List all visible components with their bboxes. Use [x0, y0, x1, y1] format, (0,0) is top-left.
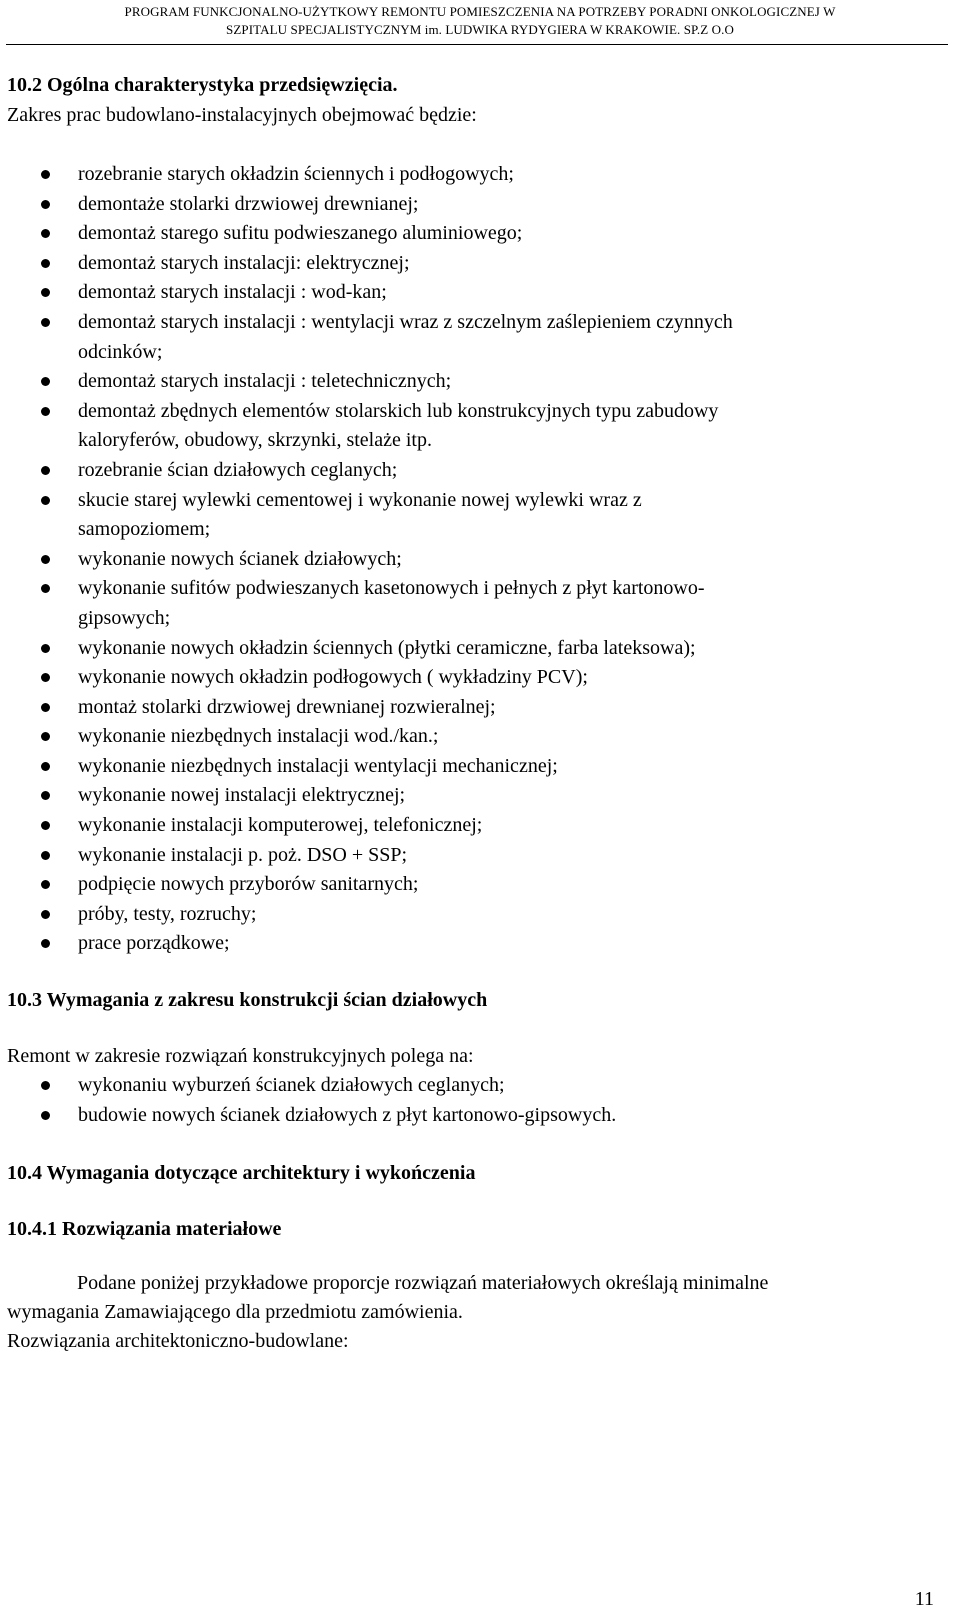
- list-item: [0, 456, 940, 486]
- list-item: [0, 722, 940, 752]
- list-item-text: wykonaniu wyburzeń ścianek działowych ceglanych;: [78, 1074, 505, 1096]
- list-item: [0, 929, 940, 959]
- bullet-icon: [41, 496, 50, 505]
- section-heading-10-2: 10.2 Ogólna charakterystyka przedsięwzięcia.: [7, 74, 398, 96]
- bullet-icon: [41, 644, 50, 653]
- list-item-text: montaż stolarki drzwiowej drewnianej rozwieralnej;: [78, 695, 496, 718]
- bullet-icon: [41, 407, 50, 416]
- paragraph-line-1: Podane poniżej przykładowe proporcje rozwiązań materiałowych określają minimalne: [77, 1272, 769, 1294]
- list-item-text: wykonanie nowych ścianek działowych;: [78, 547, 402, 570]
- list-item: [0, 249, 940, 279]
- bullet-icon: [41, 732, 50, 741]
- list-item: [0, 841, 940, 871]
- list-item-text: wykonanie niezbędnych instalacji wod./kan.;: [78, 725, 439, 748]
- bullet-icon: [41, 229, 50, 238]
- list-item-text: demontaże stolarki drzwiowej drewnianej;: [78, 192, 419, 215]
- bullet-icon: [41, 288, 50, 297]
- list-item-text: wykonanie nowych okładzin podłogowych ( wykładziny PCV);: [78, 666, 588, 689]
- list-item-text: wykonanie nowych okładzin ściennych (płytki ceramiczne, farba lateksowa);: [78, 636, 696, 659]
- bullet-icon: [41, 703, 50, 712]
- header-divider: [6, 44, 948, 45]
- list-item: [0, 367, 940, 397]
- list-item-text-continued: odcinków;: [78, 340, 163, 363]
- list-item-text: demontaż starych instalacji : wentylacji wraz z szczelnym zaślepieniem czynnych: [78, 310, 733, 333]
- list-item: [0, 811, 940, 841]
- bullet-icon: [41, 791, 50, 800]
- list-item-text: rozebranie starych okładzin ściennych i podłogowych;: [78, 163, 514, 185]
- list-item: [0, 900, 940, 930]
- bullet-icon: [41, 880, 50, 889]
- list-item: [0, 781, 940, 811]
- list-item: [0, 308, 940, 367]
- list-item-text: wykonanie instalacji komputerowej, telefonicznej;: [78, 814, 483, 837]
- list-item: [0, 752, 940, 782]
- list-item-text: demontaż zbędnych elementów stolarskich lub konstrukcyjnych typu zabudowy: [78, 399, 719, 422]
- list-item: [0, 160, 940, 190]
- list-item: [0, 693, 940, 723]
- bullet-icon: [41, 851, 50, 860]
- list-item-text: wykonanie niezbędnych instalacji wentylacji mechanicznej;: [78, 754, 558, 777]
- list-item-text: wykonanie instalacji p. poż. DSO + SSP;: [78, 843, 408, 866]
- list-item: [0, 486, 940, 545]
- bullet-icon: [41, 1111, 50, 1120]
- list-item-text: demontaż starego sufitu podwieszanego aluminiowego;: [78, 222, 523, 245]
- list-item: [0, 1071, 940, 1101]
- bullet-icon: [41, 584, 50, 593]
- list-item: [0, 1101, 940, 1131]
- bullet-icon: [41, 466, 50, 475]
- list-item-text: prace porządkowe;: [78, 932, 230, 955]
- paragraph-line-2: wymagania Zamawiającego dla przedmiotu zamówienia.: [7, 1301, 463, 1323]
- bullet-icon: [41, 200, 50, 209]
- bullet-icon: [41, 762, 50, 771]
- list-item-text-continued: samopoziomem;: [78, 518, 211, 541]
- list-item: [0, 634, 940, 664]
- bullet-icon: [41, 673, 50, 682]
- section-intro-10-2: Zakres prac budowlano-instalacyjnych obejmować będzie:: [7, 104, 477, 126]
- list-item: [0, 545, 940, 575]
- section-intro-10-3: Remont w zakresie rozwiązań konstrukcyjnych polega na:: [7, 1045, 474, 1067]
- list-item-text: próby, testy, rozruchy;: [78, 902, 257, 925]
- paragraph-line-3: Rozwiązania architektoniczno-budowlane:: [7, 1330, 349, 1352]
- list-item-text: rozebranie ścian działowych ceglanych;: [78, 458, 398, 481]
- scope-of-work-list: [0, 160, 940, 959]
- bullet-icon: [41, 939, 50, 948]
- list-item-text: demontaż starych instalacji : teletechnicznych;: [78, 370, 452, 393]
- page-number: 11: [914, 1588, 934, 1610]
- list-item: [0, 190, 940, 220]
- list-item: [0, 397, 940, 456]
- header-line-1: PROGRAM FUNKCJONALNO-UŻYTKOWY REMONTU POMIESZCZENIA NA POTRZEBY PORADNI ONKOLOGICZNEJ W: [124, 4, 836, 19]
- list-item-text: budowie nowych ścianek działowych z płyt kartonowo-gipsowych.: [78, 1103, 617, 1126]
- document-header: [0, 3, 960, 39]
- list-item: [0, 219, 940, 249]
- list-item: [0, 574, 940, 633]
- list-item-text: skucie starej wylewki cementowej i wykonanie nowej wylewki wraz z: [78, 488, 642, 511]
- list-item-text: podpięcie nowych przyborów sanitarnych;: [78, 873, 419, 896]
- list-item-text-continued: kaloryferów, obudowy, skrzynki, stelaże itp.: [78, 429, 432, 452]
- bullet-icon: [41, 821, 50, 830]
- section-heading-10-4: 10.4 Wymagania dotyczące architektury i wykończenia: [7, 1162, 476, 1184]
- section-heading-10-3: 10.3 Wymagania z zakresu konstrukcji ścian działowych: [7, 989, 488, 1011]
- bullet-icon: [41, 555, 50, 564]
- header-line-2: SZPITALU SPECJALISTYCZNYM im. LUDWIKA RYDYGIERA W KRAKOWIE. SP.Z O.O: [226, 22, 734, 37]
- list-item-text: demontaż starych instalacji: elektrycznej;: [78, 251, 410, 274]
- bullet-icon: [41, 318, 50, 327]
- list-item-text-continued: gipsowych;: [78, 606, 171, 629]
- section-heading-10-4-1: 10.4.1 Rozwiązania materiałowe: [7, 1218, 282, 1240]
- bullet-icon: [41, 170, 50, 179]
- bullet-icon: [41, 910, 50, 919]
- list-item: [0, 663, 940, 693]
- list-item-text: wykonanie sufitów podwieszanych kasetonowych i pełnych z płyt kartonowo-: [78, 577, 705, 600]
- list-item-text: wykonanie nowej instalacji elektrycznej;: [78, 784, 406, 807]
- materials-paragraph: [7, 1269, 942, 1356]
- list-item: [0, 870, 940, 900]
- bullet-icon: [41, 1081, 50, 1090]
- bullet-icon: [41, 377, 50, 386]
- bullet-icon: [41, 259, 50, 268]
- list-item: [0, 278, 940, 308]
- list-item-text: demontaż starych instalacji : wod-kan;: [78, 281, 387, 304]
- construction-scope-list: [0, 1071, 940, 1130]
